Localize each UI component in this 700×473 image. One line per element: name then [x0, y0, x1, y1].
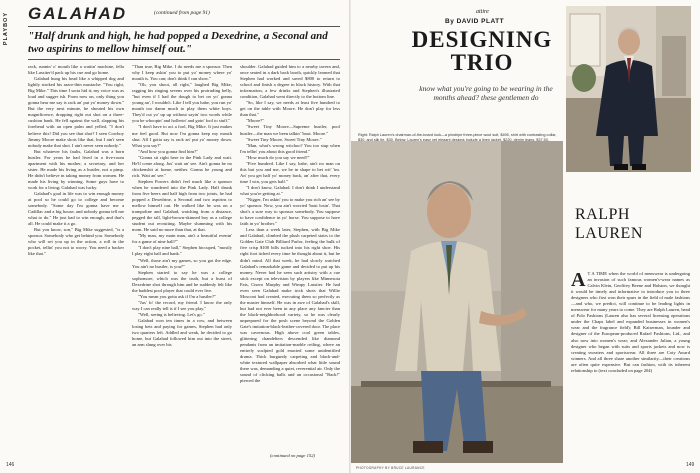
designer-body-text [571, 271, 690, 461]
paragraph: "Man, what's wrong witchoo? You too stup when I'm tellin' you about this good friend." [240, 142, 340, 154]
text-column-2 [132, 64, 232, 458]
magazine-name-vertical: PLAYBOY [3, 12, 9, 46]
text-column-1 [28, 64, 124, 458]
section-label: attire [476, 9, 489, 15]
paragraph: Galahad's goal in life was to win enough money at pool so he could go to college and become somebody. "Some day I'm gonna have me a Cadillac and a big house, and nobody gonna tell me what to do." He just had to win enough, and that's all. He could make it a go. [28, 190, 124, 227]
paragraph: "Sweet Tiny Moore—Supreme hustler, pool hustler—the man we been talkin' 'bout. Moore." [240, 124, 340, 136]
photo-caption: Right: Ralph Lauren's chairman-of-the-board look—a pinstripe three-piece wool suit, $495, shirt with contrasting collar, [358, 133, 557, 137]
pull-quote-rule [28, 59, 340, 60]
paragraph: "I don't have to act a fool, Big Mike. It just makes me feel good. But now I'm gonna keep my mouth shut. All I gotta say is rack an' put yo' money down. What you say?" [132, 124, 232, 148]
deck: know what you're going to be wearing in the months ahead? these gentlemen do [419, 84, 553, 102]
paragraph: "Oh, you shoot, all right," laughed Big Mike, ragging his ringing sevens over his protruding belly, "but even if I had the dough to bet on yo' gonna young an', I wouldn't. Like I tell you babe, you run yo' mouth too damn much to play them white boys. They'd cut yo' up up without sayin' two words while you be whoopin' and hollerin' and goin' fool to stuff." [132, 82, 232, 124]
paragraph: "And how you gonna find him?" [138, 148, 199, 154]
paragraph: "I don't play nine ball," Stephen hiccuped, "mostly I play eight ball and bank." [132, 245, 232, 257]
paragraph: "You mean you gotta ask if I'm a hustler?" [138, 293, 216, 299]
byline: By DAVID PLATT [445, 18, 505, 25]
left-page [0, 0, 349, 473]
paragraph: "Sweet Tiny Moore, Sweet Tiny Moore." [246, 136, 322, 142]
paragraph: "Well, those ain't my games, so you got the edge. You ain't no hustler, is you?" [132, 257, 232, 269]
paragraph: "How much do you say we need?" [246, 154, 310, 160]
paragraph: "Than true, Big Mike. I do needs me a sponsor. Then why I keep askin' you to put yo' money where yo' mouth is. You can; don't think I can show." [132, 64, 232, 82]
headline: DESIGNING TRIO [411, 27, 553, 75]
paragraph: "So, like I say, we needs at least five hundred to get on the table with Moore. He don't play for less than that." [240, 100, 340, 118]
paragraph: "Five hundred. Like I say, babe, ain't no man on this but you and me, we be in shape to bet wit' 'im. An' you get half yo' money back, an' after that, every time I win, you gets half." [240, 160, 340, 184]
paragraph: "Nigger, I'm askin' you to make you rich an' see by yo' sponsor. Now, you ain't worried 'bout losin'. That shot's a sure way to sponsor somebody. You suppose to have confidence in yo' horse. You suppose to have faith in yo' brother." [240, 197, 340, 227]
continued-on-note: (continued on page 152) [270, 453, 316, 458]
paragraph: Stephen started to say he was a college sophomore, which was the truth, but a burst of Dexedrine shot through him and he suddenly felt like the baddest pool player that could ever live. [132, 269, 232, 293]
paragraph: "Jus' fo' the record, my friend. I know the only way I can really tell is if I see you play." [132, 299, 232, 311]
paragraph: Less than a week later, Stephen, with Big Mike and Galahad, climbed the plush carpeted stairs to the Golden Gate Club Billiard Parlor, feeling the bulk of five crisp $100 bills tucked into his right shoe. His right foot itched every time he thought about it, but he didn't mind. All that week, he had slowly watched Galahad's remarkable game and decided to put up his money. Never had he seen such artistry with a cue stick except on television by players like Minnesota Fats, Cisero Murphy and Wimpy Lassiter. He had even seen Galahad make trick shots that Willie Mosconi had created, executing them so perfectly as the master himself. He was in awe of Galahad's skill, but had not ever been in any place any fancier than the black-neighborhood variety, so he was clearly unprepared for the posh scene beyond the Golden Gate's imitation-black-leather-covered door. The place was cavernous. High above cool green tables, glittering chandeliers descended like diamond pendants from an imitation-marble ceiling, where an entirely sculpted gold enacted some unidentified drama. Thick burgundy carpeting and black-and-white textured wallpaper absorbed what little sound there was, demanding a quiet, reverential air. Only the sound of clicking balls and an occasional "Rack!" pierced the [240, 227, 340, 384]
photo-suit-portrait [566, 6, 691, 172]
paragraph: Galahad won ten times in a row, and between losing bets and paying for games, Stephen had only two quarters left. Addled and weak, he decided to go home, but Galahad followed him out into the street, an arm slung over his [132, 317, 232, 348]
page-number-left: 146 [6, 462, 15, 468]
paragraph: "I don't know, Galahad. I don't think I understand what you're getting at." [240, 184, 340, 196]
drop-cap: A [571, 271, 586, 291]
designer-name-heading: RALPH LAUREN [575, 206, 643, 242]
paragraph: Galahad hung his head like a whipped dog and lightly stroked his razor-thin mustache. "You right, Big Mike." This time I sorta hid it; my voice was as loud and sugger ish. From now on, only thing you gonna hear me say is rack an' put yo' money down." But the very next minute, he shouted his own magnificence, dropping right out shot on a three-cushion bank. He fell against the wall, slapping his forehead with an open palm and yelled, "I don't believe this! Did you see that shot? I seen Cowboy Jimmy Moore make shots like that, but I ain't seen nobody make that shot. I ain't never seen nobody." [28, 76, 124, 148]
title-rule [28, 26, 340, 27]
suit-portrait-illustration [566, 6, 691, 172]
linen-jacket-illustration [351, 141, 563, 463]
paragraph: shoulder. Galahad guided him to a nearby tavern and, once seated in a dark back booth, quickly learned that Stephen had worked and saved $800 to return to school and finish a degree in black history. With that information, a few drinks and Stephen's illustrated condition, Galahad went directly to the bottom line. [240, 64, 340, 100]
body-paragraph: T A TIME when the world of menswear is undergoing an invasion of such famous women's-wear names as Calvin Klein, Geoffrey Beene and Halston, we thought it would be timely and informative to introduce you to three designers who first won their spurs in the field of male fashions—and who, we predict, will continue to be leading lights in menswear for many years to come. They are Ralph Lauren, head of Polo Fashions (Lauren also has several licensing operations under the Chaps label and expanded businesses in women's wear and the fragrance field); Bill Kaiserman, founder and designer of the European-produced Rafael Fashions, Ltd., and also now into women's wear; and Alexander Julian, a young designer who began with suits and sports jackets and now is creating sweaters and sportswear. All three are Coty Award winners. And all three share another similarity—their creations are often quite expensive. But can fashion, with its inherent relationship to (text concluded on page 204) [571, 271, 690, 373]
paragraph: But you know, son," Big Mike suggested, "is a sponsor. Somebody who get behind you. Somebody who will set you up in the action, a roll in the pocket, tellin' you not to worry. You need a backer like that." [28, 227, 124, 257]
paragraph: "Gonna sit right here in the Pink Lady and wait. He'll come along. Jus' wait an' see. Ain't gonna be no chickenshit at home, neither. Gonna be young and rich. Wait an' see." [132, 154, 232, 178]
paragraph: rack, runnin' o' mouth like a waitin' machine, fella like Lassiter'd pack up his cue and go home. [28, 64, 124, 76]
page-number-right: 149 [686, 462, 695, 468]
paragraph: Stephen Powers didn't feel much like a sponsor when he wandered into the Pink Lady. Half drunk from five beers and half high from two joints, he had popped a Dexedrine, a Seconal and two aspirins to mellow himself out. He walked like he was on a trampoline and Galahad, watching from a distance, pegged the tall, light-brown-skinned boy as a college student out recruiting. Maybe slumming with his mom. He said no more than that, at that. [132, 178, 232, 233]
photo-credit: PHOTOGRAPHY BY BRUCE LAURANCE [356, 466, 425, 470]
pull-quote: "Half drunk and high, he had popped a Dexedrine, a Seconal and two aspirins to mellow himself out." [28, 30, 328, 55]
photo-linen-jacket-portrait [351, 141, 563, 463]
text-column-3 [240, 64, 340, 452]
paragraph: "Moore?" [246, 118, 265, 124]
paragraph: "Well, seeing is believing. Let's go." [138, 311, 205, 317]
continued-from-note: (continued from page 91) [154, 10, 210, 16]
paragraph: "My man, my main man, ain't a beautiful evenin' for a game of nine ball?" [132, 233, 232, 245]
article-running-title: GALAHAD [28, 4, 127, 23]
paragraph: But whatever his faults, Galahad was a born hustler. For years he had lived in a five-room apartment with his mother, a secretary, and her sister. He made his living as a hustler, not a pimp. He didn't believe in taking money from women. He made his living by winning. Some guys have to work for a living; Galahad was lucky. [28, 148, 124, 190]
